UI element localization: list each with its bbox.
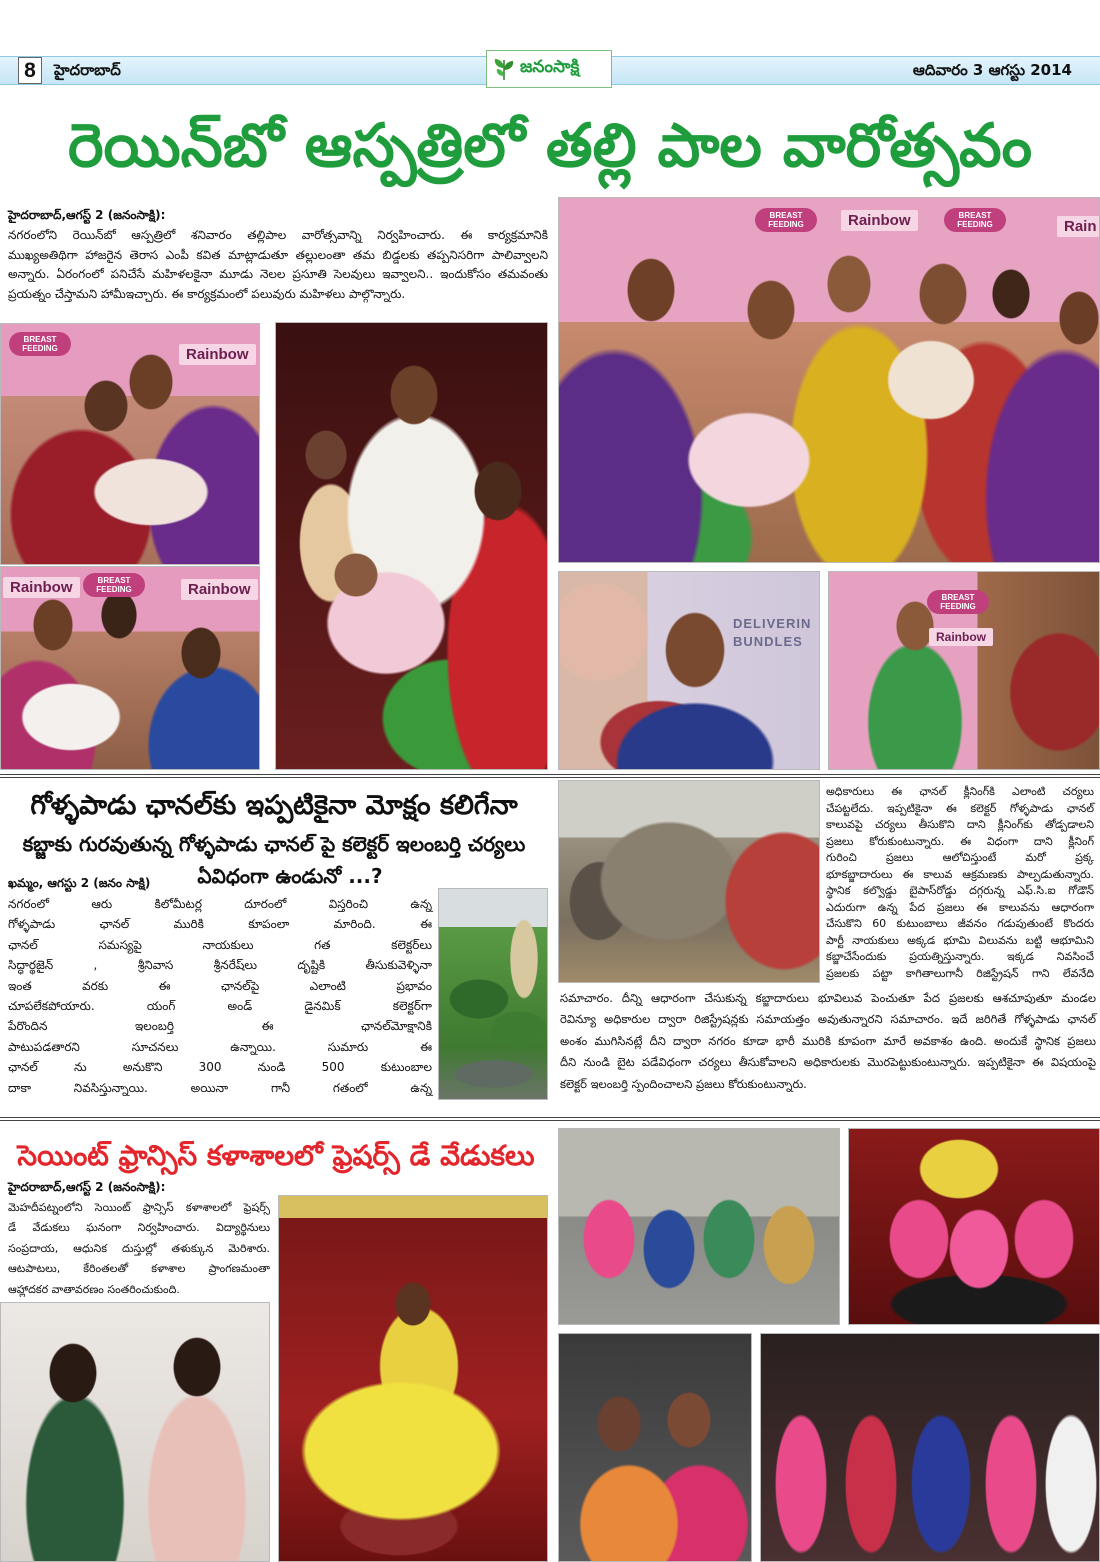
article2-body-line: కబ్జాచేసేందుకు ప్రయత్నిస్తున్నారు. ఇక్కడ నివసించే <box>826 950 1094 963</box>
page-number: 8 <box>18 57 42 84</box>
photo-doctor-portrait <box>558 571 820 770</box>
photo-woman-kissing-baby <box>0 323 260 565</box>
article2-body-line: ప్రజలు కోరుకుంటున్నారు. ఈ విధంగా దాని క్లీనింగ్ <box>826 834 1094 848</box>
article2-body-line: గోళ్ళపాడు ఛానల్ మురికి కూపంలా మారింది. ఈ <box>8 917 432 932</box>
article2-body-line: అంశం ముగిసినట్లే దీని ద్వారా నగరం కూడా భారీ మురికి కూపంగా మారే అవకాశం ఉంది. అందుకే స్థానిక ప్రజలు <box>560 1033 1096 1048</box>
article2-body-line: దాకా నివసిస్తున్నాయి. అయినా గానీ గతంలో ఉన్న <box>8 1080 432 1095</box>
section-divider <box>0 774 1100 778</box>
article1-dateline: హైదరాబాద్,ఆగస్ట్ 2 (జనంసాక్షి): <box>8 208 166 222</box>
article2-body-line: పార్టీ నాయకులు అక్కడ భూమి విలువను బట్టి ఆభూమిని <box>826 933 1094 947</box>
article3-dateline: హైదరాబాద్,ఆగస్ట్ 2 (జనంసాక్షి): <box>8 1180 166 1194</box>
photo-sign: BUNDLES <box>733 634 803 649</box>
section-city: హైదరాబాద్ <box>54 61 121 79</box>
photo-family-with-baby <box>275 322 548 770</box>
article2-body-line: సిద్ధార్థజైన్ , శ్రీనివాస శ్రీనరేష్‌లు దృష్టికి తీసుకువెళ్ళినా <box>8 958 432 973</box>
photo-students-dancing <box>760 1333 1100 1562</box>
photo-sign: BREAST FEEDING <box>755 208 817 232</box>
photo-sign: Rainbow <box>181 579 258 600</box>
article1-headline: రెయిన్‌బో ఆస్పత్రిలో తల్లి పాల వారోత్సవం <box>67 111 1033 181</box>
article2-continuation <box>560 988 1096 1095</box>
article3-body <box>8 1198 270 1300</box>
article2-body-line: అధికారులు ఈ ఛానల్ క్లీనింగ్‌కి ఎలాంటి చర్యలు <box>826 785 1094 798</box>
article2-body-line: కాలువపై చర్యలు తీసుకొని దాని క్లీనింగ్‌కు తోడ్పడాలని <box>826 818 1094 831</box>
photo-canal-vegetation <box>438 888 548 1100</box>
photo-sign: BREAST FEEDING <box>83 573 145 597</box>
article2-body-line: ఇంత వరకు ఈ ఛానల్‌పై ఎలాంటి ప్రభావం <box>8 978 432 993</box>
photo-mp-holding-baby <box>0 566 260 770</box>
photo-sign: BREAST FEEDING <box>944 208 1006 232</box>
article3-headline: సెయింట్ ఫ్రాన్సిస్ కళాశాలలో ఫ్రెషర్స్ డే వేడుకలు <box>17 1139 535 1172</box>
masthead-logo <box>486 50 612 88</box>
article2-body-line: చేపట్టలేదు. ఇప్పటికైనా ఈ కలెక్టర్ గోళ్ళపాడు ఛానల్ <box>826 801 1094 815</box>
photo-two-students <box>0 1302 270 1562</box>
photo-sign: Rainbow <box>3 577 80 598</box>
logo-text: జనంసాక్షి <box>520 57 580 77</box>
photo-sign: Rainbow <box>841 210 918 231</box>
article1-body-line: ముఖ్యఅతిథిగా హాజరైన తెరాస ఎంపీ కవిత మాట్లాడుతూ తల్లులంతా తమ బిడ్డలకు తప్పనిసరిగా పాలివ్వాలని <box>8 247 548 262</box>
article2-body-line: కలెక్టర్ ఇలంబర్తి స్పందించాలని ప్రజలు కోరుకుంటున్నారు. <box>560 1076 807 1091</box>
article2-body-line: చేసుకొని 60 కుటుంబాలు జీవనం గడుపుతుంటే కొందరు <box>826 917 1094 930</box>
article2-body-line: ఎదురుగా ఉన్న పేద ప్రజలు ఈ కాలువను ఆధారంగా <box>826 900 1094 914</box>
article3-body-line: ఆటపాటలు, కేరింతలతో కళాశాల ప్రాంగణమంతా <box>8 1262 270 1276</box>
photo-students-jumping <box>558 1128 840 1325</box>
issue-date: ఆదివారం 3 ఆగస్టు 2014 <box>912 61 1072 79</box>
article3-body-line: సంప్రదాయ, ఆధునిక దుస్తుల్లో తళుక్కున మెరిశారు. <box>8 1241 270 1255</box>
article2-body-line: చూపలేకపోయారు. యంగ్ అండ్ డైనమిక్ కలెక్టర్‌గా <box>8 999 432 1014</box>
article2-body-line: స్థానిక కల్వొడ్డు బైపాస్‌రోడ్డు దగ్గరున్న ఎఫ్.సి.ఐ గోడౌన్ <box>826 884 1094 897</box>
photo-stage-dance <box>848 1128 1100 1325</box>
article3-body-line: డే వేడుకలు ఘనంగా నిర్వహించారు. విద్యార్థినులు <box>8 1221 270 1235</box>
photo-sign: DELIVERIN <box>733 616 812 631</box>
article2-left-column <box>8 894 432 1098</box>
article2-body-line: సమాచారం. దీన్ని ఆధారంగా చేసుకున్న కబ్జాదారులు భూవిలువ పెంచుతూ పేద ప్రజలకు ఆశచూపుతూ మండల <box>560 991 1096 1005</box>
article2-body-line: నగరంలో ఆరు కిలోమీటర్ల దూరంలో విస్తరించి ఉన్న <box>8 897 432 911</box>
article3-body-line: ఆహ్లాదకర వాతావరణం సంతరించుకుంది. <box>8 1282 180 1296</box>
article2-body-line: పాటుపడతారని సూచనలు ఉన్నాయి. సుమారు ఈ <box>8 1039 432 1054</box>
photo-woman-speaking <box>828 571 1100 770</box>
article1-body-line: అన్నారు. ఏరంగంలో పనిచేసే మహిళలకైనా మూడు నెలల ప్రసూతి సెలవులు ఇవ్వాలని.. ఇందుకోసం తమవంతు <box>8 267 548 281</box>
photo-sign: BREAST FEEDING <box>9 332 71 356</box>
section-divider <box>0 1117 1100 1121</box>
article2-body-line: గురించి ప్రజలు ఆలోచిస్తుంటే మరో ప్రక్క <box>826 851 1094 864</box>
article2-subhead: ఏవిధంగా ఉండునో ...? <box>197 864 383 888</box>
photo-encroached-structures <box>558 780 820 983</box>
article2-body-line: దీని నుండి బైట పడేవిధంగా చర్యలు తీసుకోవాలని అధికారులకు మొరపెట్టుకుంటున్నారు. ఇప్పటికైనా ఈ విషయంపై <box>560 1055 1096 1070</box>
photo-sign: Rainbow <box>179 344 256 365</box>
leaf-logo-icon <box>491 56 517 82</box>
article3-body-line: మెహదీపట్నంలోని సెయింట్ ఫ్రాన్సిస్ కళాశాలలో ఫ్రెషర్స్ <box>8 1201 270 1214</box>
article1-body <box>8 226 548 304</box>
photo-sign: Rainbow <box>929 628 993 646</box>
article2-subhead: కబ్జాకు గురవుతున్న గోళ్ళపాడు ఛానల్ పై కలెక్టర్ ఇలంబర్తి చర్యలు <box>22 832 526 856</box>
article2-body-line: భూకబ్జాదారులు ఈ కాలువ ఆక్రమణకు పాల్పడుతున్నారు. <box>826 867 1094 881</box>
photo-sign: Rain <box>1057 216 1100 237</box>
article2-right-column <box>826 784 1094 982</box>
photo-students-selfie <box>558 1333 752 1562</box>
photo-mothers-with-newborns <box>558 197 1100 563</box>
article2-headline: గోళ్ళపాడు ఛానల్‌కు ఇప్పటికైనా మోక్షం కలిగేనా <box>30 790 518 821</box>
article1-body-line: నగరంలోని రెయిన్‌బో ఆస్పత్రిలో శనివారం తల్లిపాల వారోత్సవాన్ని నిర్వహించారు. ఈ కార్యక్రమానికి <box>8 228 548 242</box>
article2-body-line: ప్రజలకు పట్టా కాగితాలుగానీ రిజిస్ట్రేషన్ గాని లేవనేది <box>826 966 1094 980</box>
article2-body-line: ఛానల్ సమస్యపై నాయకులు గత కలెక్టర్‌లు <box>8 937 432 952</box>
article2-body-line: పేరొందిన ఇలంబర్తి ఈ ఛానల్‌మోక్షానికి <box>8 1019 432 1034</box>
article2-body-line: ఛానల్ ను అనుకొని 300 నుండి 500 కుటుంబాల <box>8 1060 432 1075</box>
article2-dateline: ఖమ్మం, ఆగస్టు 2 (జనం సాక్షి) <box>8 876 151 890</box>
photo-dancer-on-stage <box>278 1195 548 1562</box>
photo-sign: BREAST FEEDING <box>927 590 989 614</box>
article2-body-line: రెవిన్యూ అధికారుల ద్వారా రిజిస్ట్రేషన్లకు సమాయత్తం అవుతున్నారని సమాచారం. ఇదే జరిగితే గోళ్ళపాడు ఛానల్ <box>560 1012 1096 1027</box>
article1-body-line: ప్రయత్నం చేస్తామని హామీఇచ్చారు. ఈ కార్యక్రమంలో పలువురు మహిళలు పాల్గొన్నారు. <box>8 286 406 301</box>
